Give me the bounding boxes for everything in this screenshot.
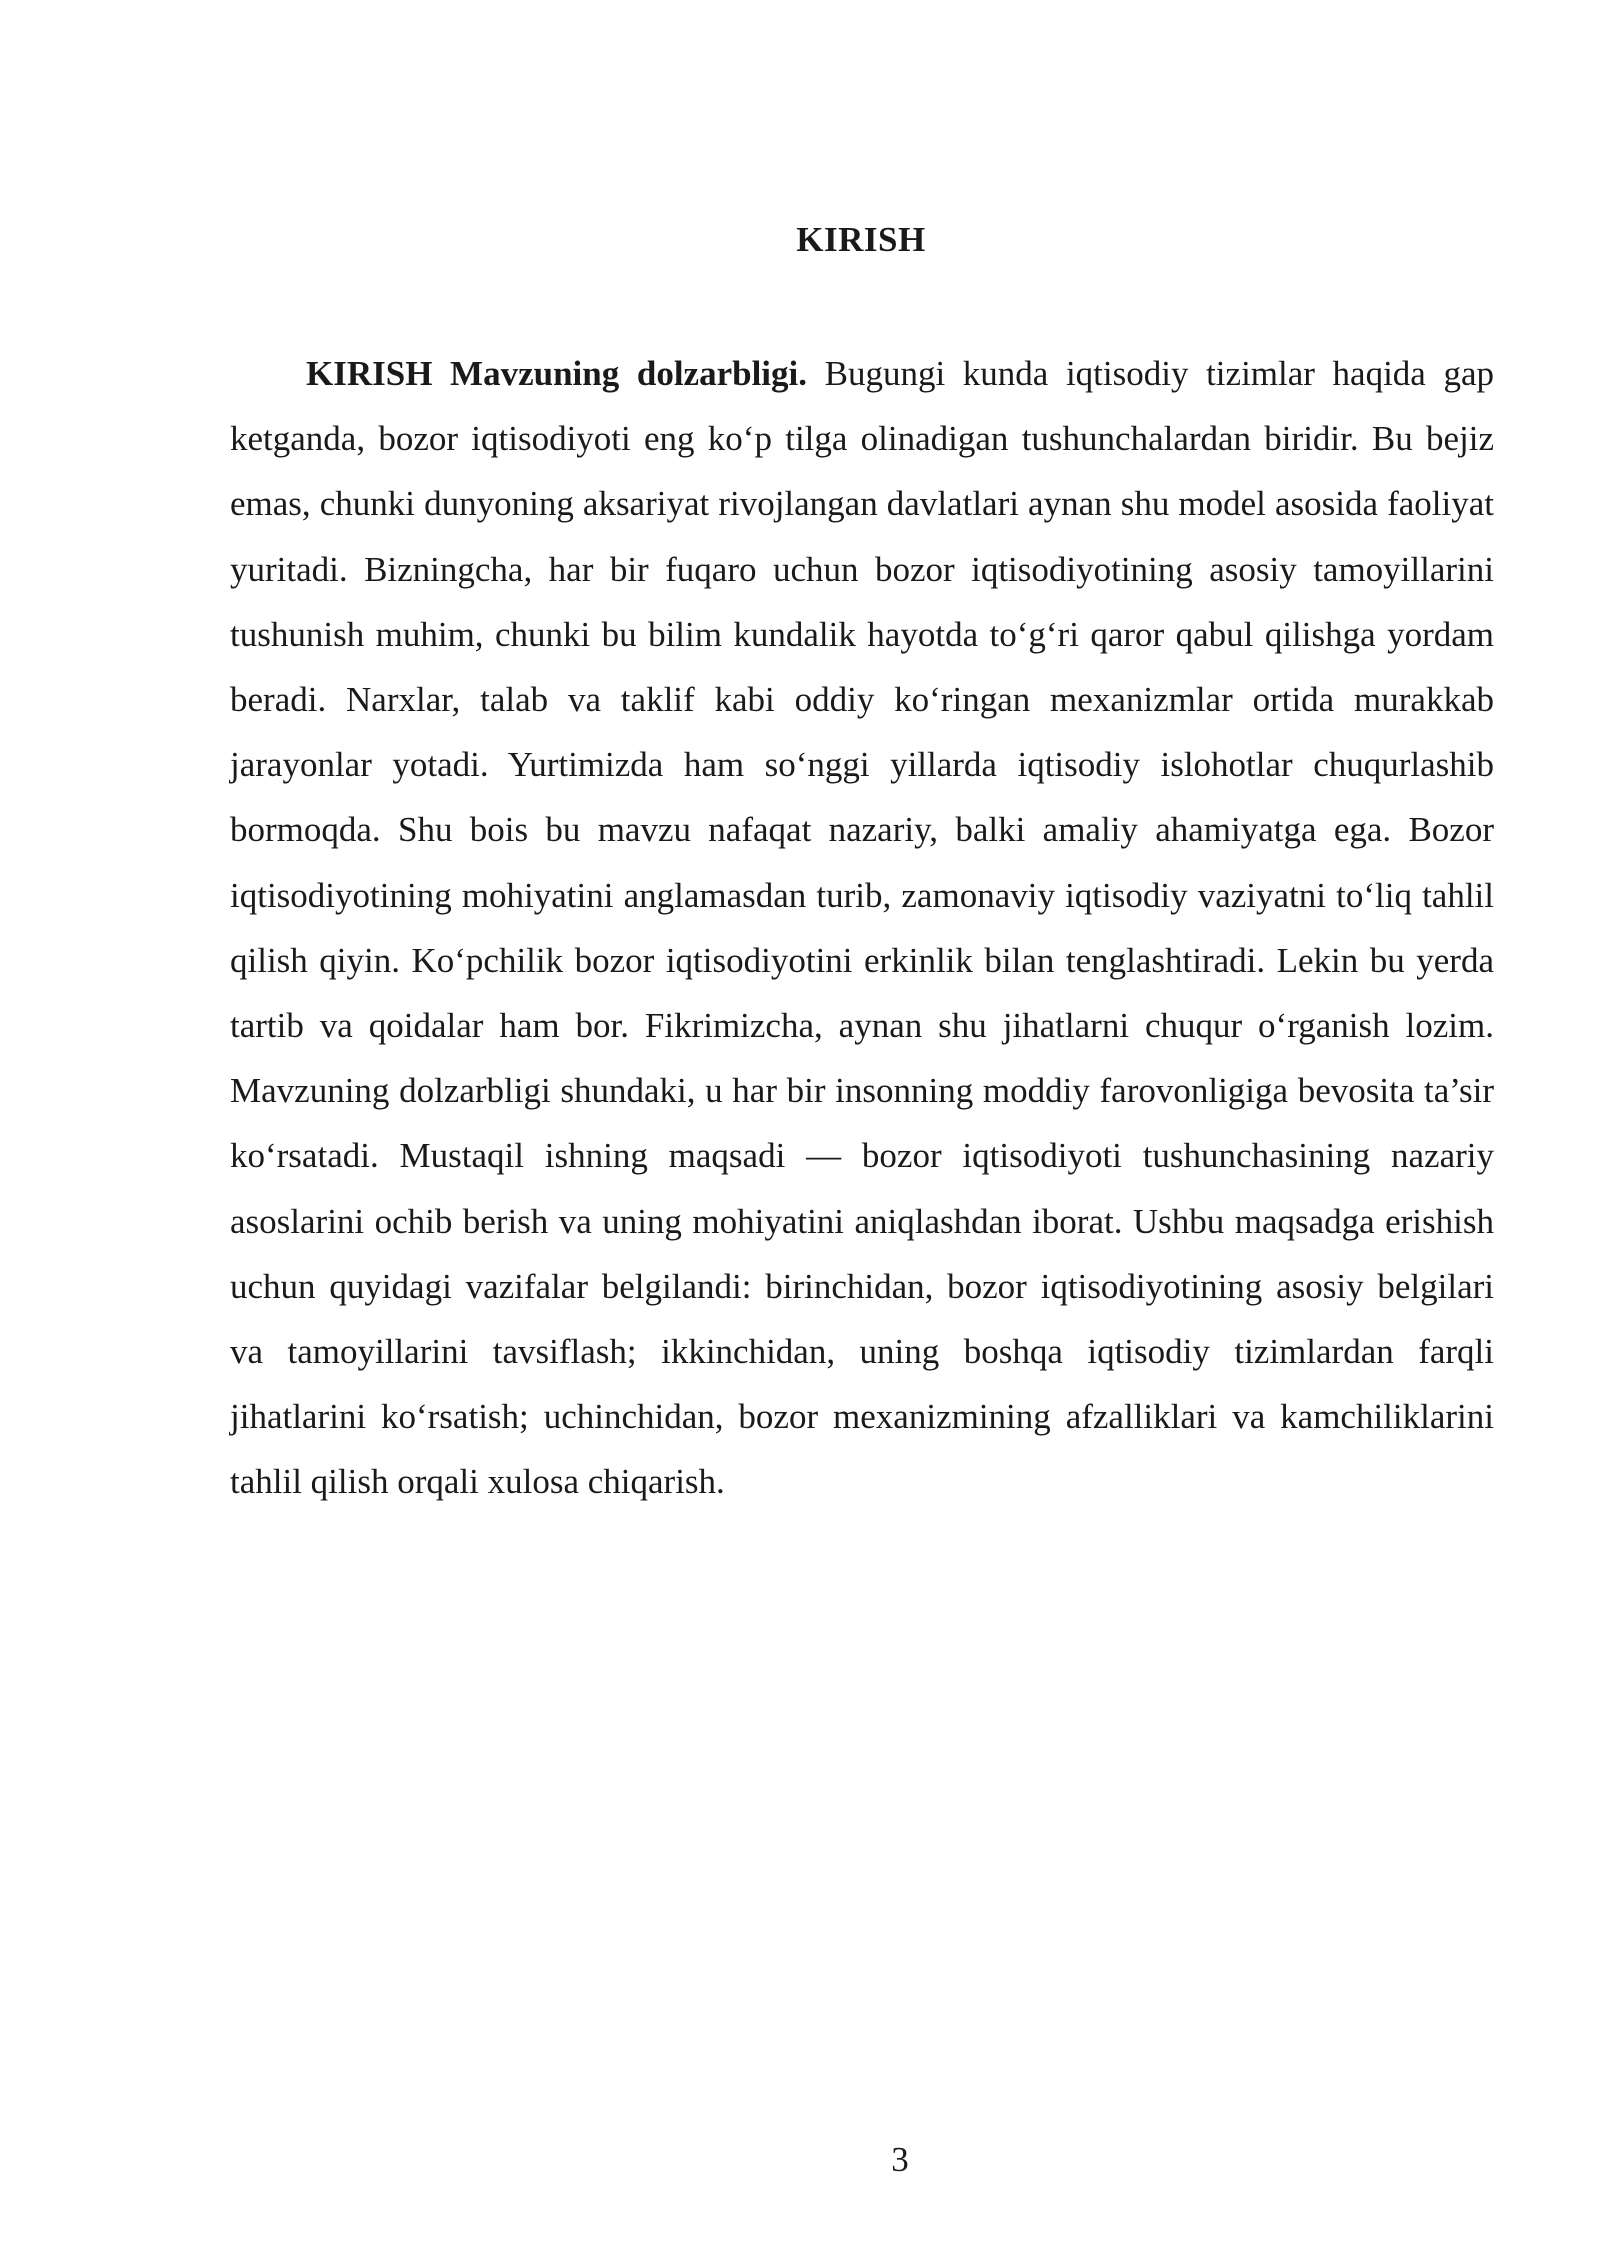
page-number: 3 (891, 2140, 909, 2179)
intro-paragraph (230, 341, 1494, 1515)
paragraph-text: Bugungi kunda iqtisodiy tizimlar haqida gap ketganda, bozor iqtisodiyoti eng ko‘p tilga olinadigan tushunchalardan biridir. Bu bejiz emas, chunki dunyoning aksariyat rivojlangan davlatlari aynan shu model asosida faoliyat yuritadi. Bizningcha, har bir fuqaro uchun bozor iqtisodiyotining asosiy tamoyillarini tushunish muhim, chunki bu bilim kundalik hayotda to‘g‘ri qaror qabul qilishga yordam beradi. Narxlar, talab va taklif kabi oddiy ko‘ringan mexanizmlar ortida murakkab jarayonlar yotadi. Yurtimizda ham so‘nggi yillarda iqtisodiy islohotlar chuqurlashib bormoqda. Shu bois bu mavzu nafaqat nazariy, balki amaliy ahamiyatga ega. Bozor iqtisodiyotining mohiyatini anglamasdan turib, zamonaviy iqtisodiy vaziyatni to‘liq tahlil qilish qiyin. Ko‘pchilik bozor iqtisodiyotini erkinlik bilan tenglashtiradi. Lekin bu yerda tartib va qoidalar ham bor. Fikrimizcha, aynan shu jihatlarni chuqur o‘rganish lozim. Mavzuning dolzarbligi shundaki, u har bir insonning moddiy farovonligiga bevosita ta’sir ko‘rsatadi. Mustaqil ishning maqsadi — bozor iqtisodiyoti tushunchasining nazariy asoslarini ochib berish va uning mohiyatini aniqlashdan iborat. Ushbu maqsadga erishish uchun quyidagi vazifalar belgilandi: birinchidan, bozor iqtisodiyotining asosiy belgilari va tamoyillarini tavsiflash; ikkinchidan, uning boshqa iqtisodiy tizimlardan farqli jihatlarini ko‘rsatish; uchinchidan, bozor mexanizmining afzalliklari va kamchiliklarini tahlil qilish orqali xulosa chiqarish. (230, 354, 1494, 1502)
section-title: KIRISH (796, 220, 926, 259)
paragraph-lead: KIRISH Mavzuning dolzarbligi. (306, 354, 807, 393)
